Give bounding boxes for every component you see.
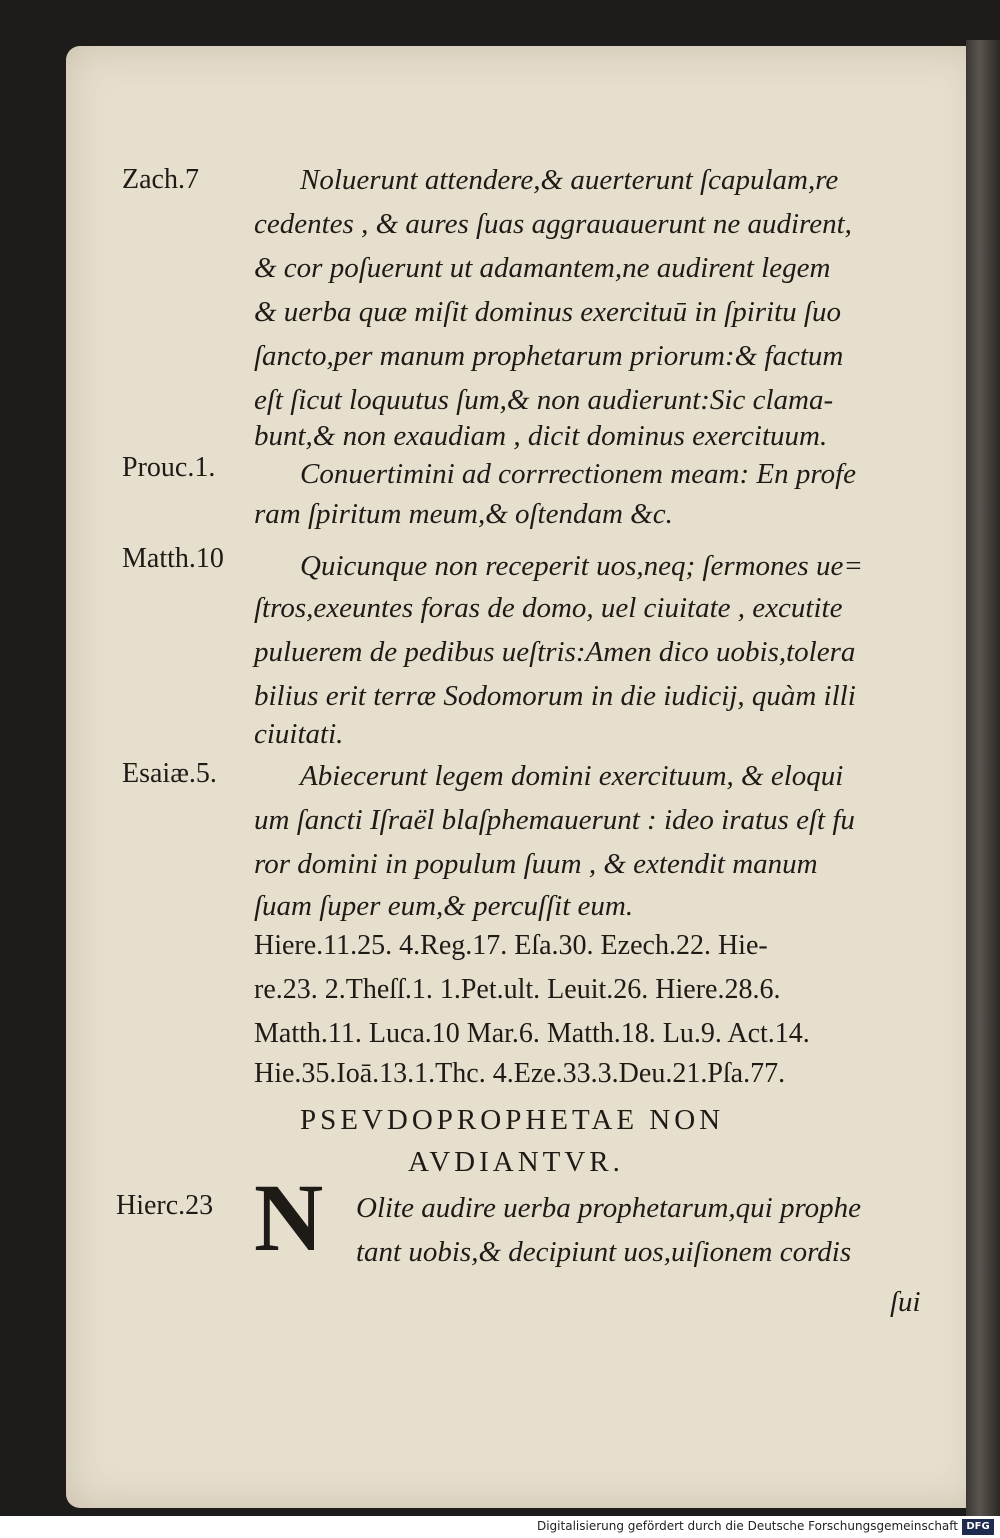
text-line: & cor poſuerunt ut adamantem,ne audirent legem — [254, 252, 831, 284]
text-line: cedentes , & aures ſuas aggrauauerunt ne audirent, — [254, 208, 852, 240]
digitization-footer — [0, 1516, 1000, 1538]
catchword: ſui — [890, 1286, 921, 1318]
text-line: ſancto,per manum prophetarum priorum:& factum — [254, 340, 844, 372]
reference-line: Hie.35.Ioā.13.1.Thc. 4.Eze.33.3.Deu.21.Pſa.77. — [254, 1058, 786, 1089]
reference-line: Matth.11. Luca.10 Mar.6. Matth.18. Lu.9. Act.14. — [254, 1018, 810, 1049]
reference-line: Hiere.11.25. 4.Reg.17. Eſa.30. Ezech.22. Hie- — [254, 930, 768, 961]
footer-credit: Digitalisierung gefördert durch die Deutsche Forschungsgemeinschaft — [536, 1519, 958, 1533]
text-line: ciuitati. — [254, 718, 344, 750]
reference-line: re.23. 2.Theſſ.1. 1.Pet.ult. Leuit.26. Hiere.28.6. — [254, 974, 781, 1005]
dfg-logo-icon: DFG — [962, 1519, 994, 1535]
text-line: tant uobis,& decipiunt uos,uiſionem cordis — [356, 1236, 852, 1268]
text-line: puluerem de pedibus ueſtris:Amen dico uobis,tolera — [254, 636, 856, 668]
text-line: Abiecerunt legem domini exercituum, & eloqui — [300, 760, 844, 792]
margin-ref-matth: Matth.10 — [122, 543, 224, 574]
text-line: Noluerunt attendere,& auerterunt ſcapulam,re — [300, 164, 839, 196]
section-heading-line2: AVDIANTVR. — [408, 1146, 624, 1178]
text-line: ſuam ſuper eum,& percuſſit eum. — [254, 890, 634, 922]
text-line: bunt,& non exaudiam , dicit dominus exercituum. — [254, 420, 828, 452]
margin-ref-hiere: Hierc.23 — [116, 1190, 214, 1221]
text-line: Conuertimini ad corrrectionem meam: En profe — [300, 458, 857, 490]
section-heading-line1: PSEVDOPROPHETAE NON — [300, 1104, 725, 1136]
drop-cap: N — [254, 1164, 324, 1271]
text-line: ror domini in populum ſuum , & extendit manum — [254, 848, 818, 880]
margin-ref-esaiae: Esaiæ.5. — [122, 758, 217, 789]
text-line: ſtros,exeuntes foras de domo, uel ciuitate , excutite — [254, 592, 843, 624]
text-line: Olite audire uerba prophetarum,qui prophe — [356, 1192, 862, 1224]
text-line: um ſancti Iſraël blaſphemauerunt : ideo iratus eſt fu — [254, 804, 855, 836]
text-line: eſt ſicut loquutus ſum,& non audierunt:Sic clama- — [254, 384, 834, 416]
margin-ref-prov: Prouc.1. — [122, 452, 216, 483]
margin-ref-zach: Zach.7 — [122, 164, 199, 195]
text-line: bilius erit terræ Sodomorum in die iudicij, quàm illi — [254, 680, 856, 712]
text-line: Quicunque non receperit uos,neq; ſermones ue= — [300, 550, 863, 582]
text-line: & uerba quæ miſit dominus exercituū in ſpiritu ſuo — [254, 296, 841, 328]
text-line: ram ſpiritum meum,& oſtendam &c. — [254, 498, 673, 530]
